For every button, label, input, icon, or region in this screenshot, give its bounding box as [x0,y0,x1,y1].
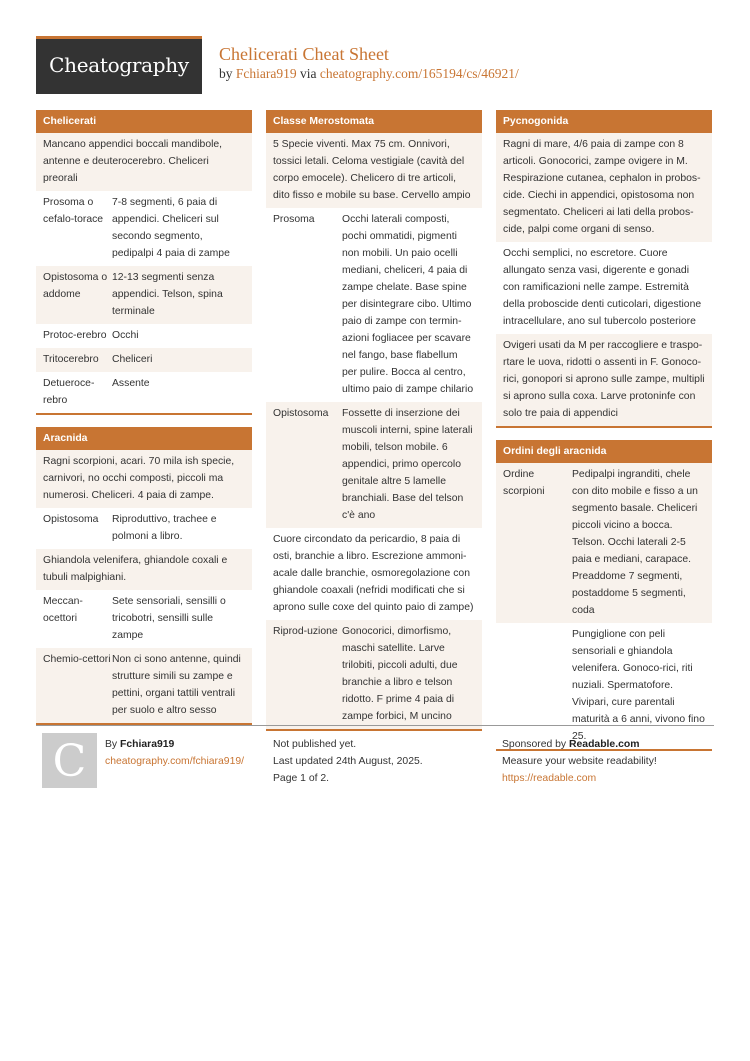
sheet-url-link[interactable]: cheatography.com/165194/cs/46921/ [319,66,519,81]
table-row [36,372,252,413]
author-url-link[interactable]: cheatography.com/fchiara919/ [105,756,245,767]
row-key: Protoc-erebro [43,330,107,341]
row-value: Non ci sono antenne, quindi strutture simili su zampe e pettini, organi tattili ventrali per suolo e altro sesso [112,654,241,716]
section-title: Pycnogonida [496,110,712,133]
via-text: via [299,66,317,81]
table-row [266,402,482,528]
row-value: Pedipalpi ingranditi, chele con dito mobile e fisso a un segmento basale. Cheliceri piccoli vicino a bocca. Telson. Occhi laterali 2-5 paia e mediani, carapace. Preaddome 7 segmenti, postaddome 5 segmenti, coda [572,469,698,616]
page-header [36,36,714,94]
section-chelicerati [36,110,252,415]
section-title: Classe Merostomata [266,110,482,133]
section-pycnogonida [496,110,712,428]
row-value: Occhi laterali composti, pochi ommatidi, pigmenti non mobili. Un paio ocelli mediani, cheliceri, 4 paia di zampe chelate. Base spine per disintegrare cibo. Ultimo paio di zampe con termin-azioni fogliacee per scavare nel fango, base flabellum per pulire. Bocca al centro, ultimo paio di zampe chilario [342,214,474,395]
footer-sponsor [502,736,657,787]
row-value: Occhi [112,330,139,341]
table-row [266,620,482,729]
section-intro: Ragni scorpioni, acari. 70 mila ish specie, carnivori, no occhi composti, piccoli ma numerosi. Cheliceri. 4 paia di zampe. [36,450,252,508]
column-1 [36,110,252,737]
row-value: Riproduttivo, trachee e polmoni a libro. [112,514,217,542]
page-number: Page 1 of 2. [273,773,330,784]
footer-author-name[interactable]: Fchiara919 [120,739,175,750]
published-status: Not published yet. [273,739,357,750]
table-row [36,324,252,348]
column-3 [496,110,712,763]
sponsor-tagline: Measure your website readability! [502,756,657,767]
row-key: Prosoma o cefalo-torace [43,197,104,225]
author-avatar[interactable] [42,733,97,788]
row-key: Tritocerebro [43,354,99,365]
row-key: Opistosoma [273,408,329,419]
section-paragraph: Occhi semplici, no escretore. Cuore allungato senza vasi, digerente e gonadi con ramificazioni nelle zampe. Estremità della proboscide denti cuticolari, digestione intracellulare, ano sul tubercolo posteriore [503,248,702,327]
row-key: Prosoma [273,214,315,225]
section-ordini-aracnida [496,440,712,751]
section-paragraph: Ovigeri usati da M per raccogliere e traspo-rtare le uova, ridotti o assenti in F. Gonoco-rici, gonopori si aprono sulle zampe, multipli si aprono sulla coxa. Larve protoninfe con solo tre paia di appendici [496,334,712,426]
logo-text: Cheatography [49,53,189,77]
row-key: Detueroce-rebro [43,378,95,406]
row-key: Chemio-cettori [43,654,111,665]
row-value: 12-13 segmenti senza appendici. Telson, spina terminale [112,272,223,317]
column-2 [266,110,482,743]
row-key: Opistosoma o addome [43,272,108,300]
table-row [36,648,252,723]
row-key: Opistosoma [43,514,99,525]
table-row [36,590,252,648]
row-key: Ordine scorpioni [503,469,545,497]
footer-author [105,736,244,770]
table-row [266,208,482,402]
by-prefix: by [219,66,233,81]
row-value: Fossette di inserzione dei muscoli interni, spine laterali mobili, telson mobile. 6 appendici, primo opercolo genitale altre 5 lamelle branchiali. Base del telson c'è ano [342,408,473,521]
section-paragraph: Cuore circondato da pericardio, 8 paia di osti, branchie a libro. Escrezione ammoni-acale dalle branchie, osmoregolazione con ghiandole coaxali (nefridi modificati che si aprono sulle coxe del quinto paio di zampe) [273,534,474,613]
section-paragraph: Ragni di mare, 4/6 paia di zampe con 8 articoli. Gonocorici, zampe ovigere in M. Respirazione cutanea, cephalon in probos-cide. Ciechi in appendici, opistosoma non segmentato. Cheliceri ai lati della probos-cide, palpi come organi di senso. [496,133,712,242]
by-label: By [105,739,118,750]
cheatography-logo[interactable] [36,36,202,94]
table-row [36,508,252,549]
author-link[interactable]: Fchiara919 [235,66,297,81]
sponsor-url-link[interactable]: https://readable.com [502,773,597,784]
row-value: Sete sensoriali, sensilli o tricobotri, sensilli sulle zampe [112,596,226,641]
section-paragraph: Ghiandola velenifera, ghiandole coxali e tubuli malpighiani. [36,549,252,590]
section-title: Ordini degli aracnida [496,440,712,463]
footer-publish-info [273,736,423,787]
table-row [36,191,252,266]
byline [219,66,519,82]
section-intro: 5 Specie viventi. Max 75 cm. Onnivori, tossici letali. Celoma vestigiale (cavità del corpo emocele). Chelicero di tre articoli, dito fisso e mobile su base. Cervello ampio [266,133,482,208]
avatar-letter: C [52,736,87,787]
section-title: Chelicerati [36,110,252,133]
sponsor-name[interactable]: Readable.com [569,739,640,750]
section-aracnida [36,427,252,725]
section-intro: Mancano appendici boccali mandibole, antenne e deuterocerebro. Cheliceri preorali [36,133,252,191]
table-row [496,463,712,623]
table-row [36,266,252,324]
table-row [36,348,252,372]
row-value: Pungiglione con peli sensoriali e ghiandola velenifera. Gonoco-rici, riti nuziali. Spermatofore. Vivipari, cure parentali maturità a 6 anni, vivono fino 25. [572,629,705,742]
sponsor-label: Sponsored by [502,739,567,750]
row-key: Riprod-uzione [273,626,338,637]
page-footer [36,725,714,795]
last-updated: Last updated 24th August, 2025. [273,756,423,767]
row-value: Cheliceri [112,354,153,365]
page-title: Chelicerati Cheat Sheet [219,44,389,64]
row-value: Assente [112,378,150,389]
row-value: Gonocorici, dimorfismo, maschi satellite. Larve trilobiti, piccoli adulti, due branchie a libro e telson ridotto. F prime 4 paia di zampe forbici, M uncino [342,626,458,722]
row-key: Meccan-ocettori [43,596,83,624]
row-value: 7-8 segmenti, 6 paia di appendici. Cheliceri sul secondo segmento, pedipalpi 4 paia di zampe [112,197,230,259]
section-title: Aracnida [36,427,252,450]
section-merostomata [266,110,482,731]
